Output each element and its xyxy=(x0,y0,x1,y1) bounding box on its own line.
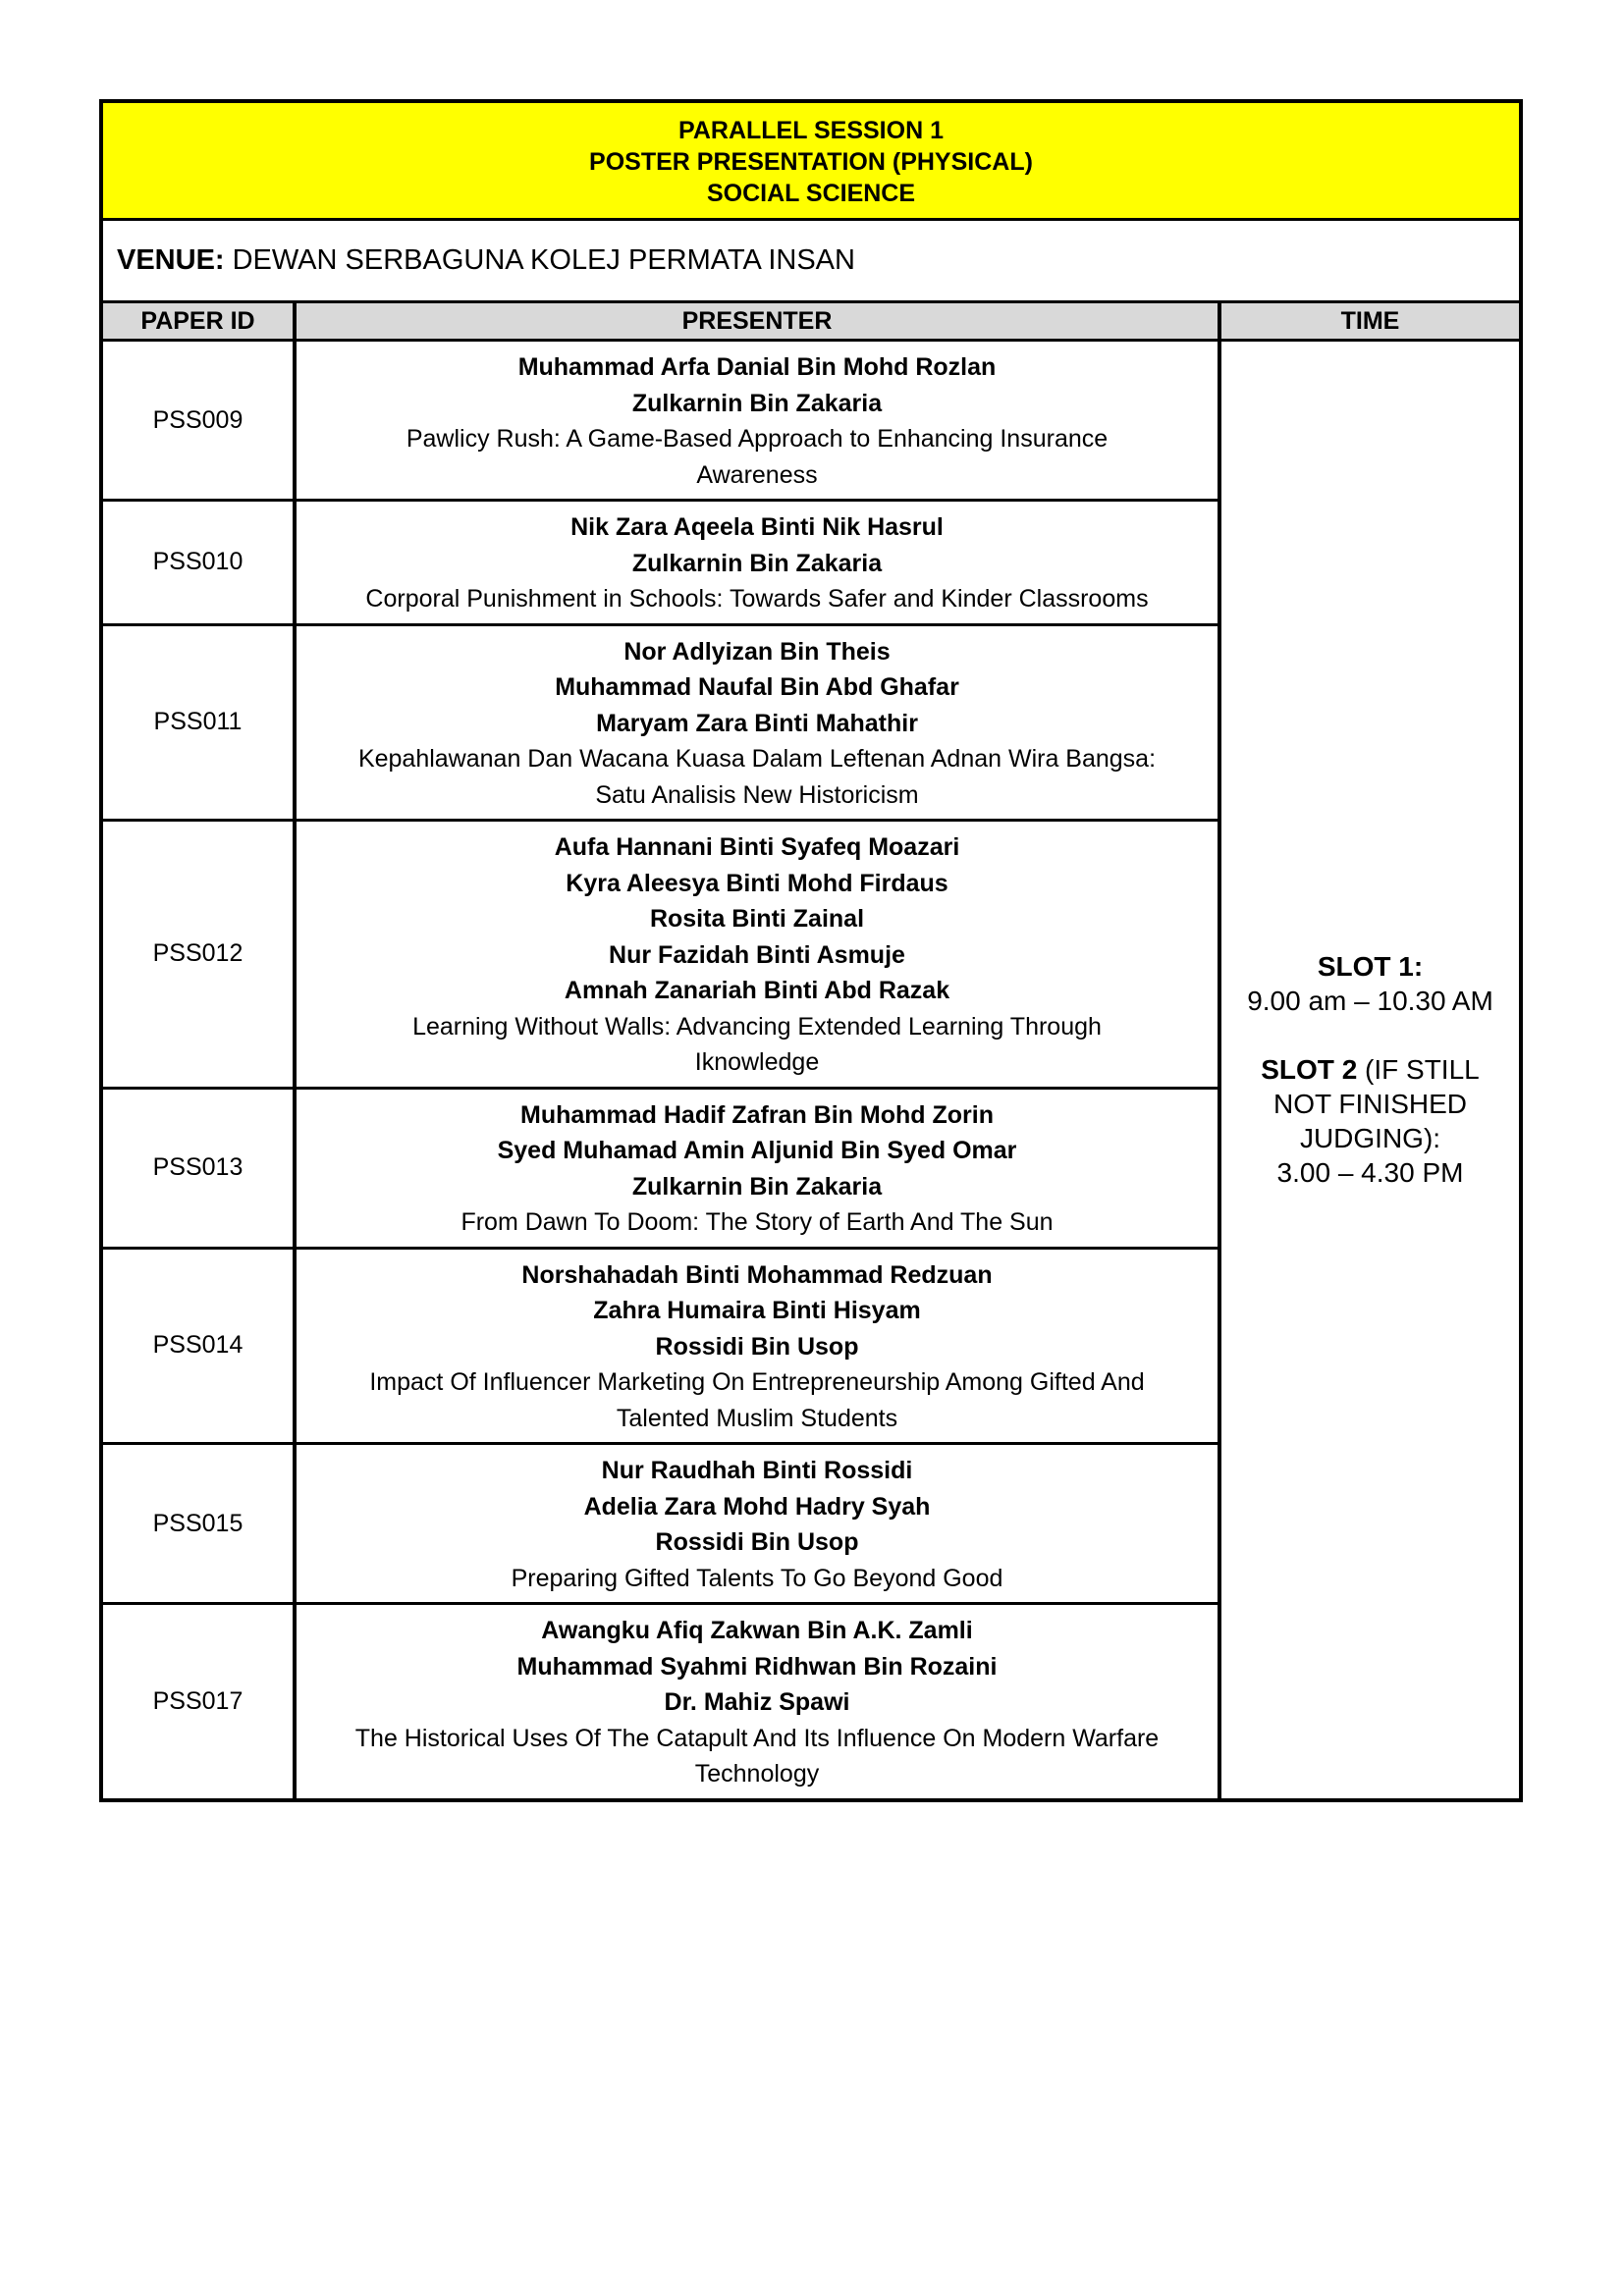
presenter-name: Muhammad Arfa Danial Bin Mohd Rozlan xyxy=(517,353,997,381)
presenter-cell xyxy=(295,1088,1219,1248)
paper-id: PSS012 xyxy=(103,821,295,1089)
time-cell xyxy=(1219,341,1519,1798)
slot2-label: SLOT 2 xyxy=(1261,1054,1358,1086)
presenter-cell xyxy=(295,1604,1219,1798)
paper-id: PSS009 xyxy=(103,341,295,501)
presenter-name: Amnah Zanariah Binti Abd Razak xyxy=(564,977,950,1004)
presenter-name: Zulkarnin Bin Zakaria xyxy=(631,389,883,417)
presenter-name: Nur Raudhah Binti Rossidi xyxy=(601,1457,913,1484)
paper-id: PSS015 xyxy=(103,1444,295,1604)
presenter-name: Zulkarnin Bin Zakaria xyxy=(631,1172,883,1201)
presenter-name: Nor Adlyizan Bin Theis xyxy=(623,637,891,666)
schedule-frame xyxy=(99,99,1523,1802)
slot2-note: NOT FINISHED xyxy=(1272,1089,1468,1120)
presenter-name: Awangku Afiq Zakwan Bin A.K. Zamli xyxy=(541,1617,973,1644)
column-header-presenter: PRESENTER xyxy=(295,303,1219,341)
paper-title: The Historical Uses Of The Catapult And Its Influence On Modern Warfare xyxy=(354,1724,1160,1752)
paper-title: Pawlicy Rush: A Game-Based Approach to Enhancing Insurance xyxy=(406,425,1109,453)
presenter-name: Nik Zara Aqeela Binti Nik Hasrul xyxy=(570,513,944,541)
paper-title: Preparing Gifted Talents To Go Beyond Good xyxy=(511,1564,1003,1592)
paper-id: PSS013 xyxy=(103,1088,295,1248)
paper-title: Technology xyxy=(694,1760,820,1788)
table-header-row xyxy=(103,303,1519,341)
slot1-time: 9.00 am – 10.30 AM xyxy=(1247,986,1493,1017)
session-title: PARALLEL SESSION 1 xyxy=(678,117,944,144)
presenter-cell xyxy=(295,341,1219,501)
presenter-cell xyxy=(295,821,1219,1089)
paper-id: PSS014 xyxy=(103,1248,295,1444)
presenter-cell xyxy=(295,1444,1219,1604)
table-row xyxy=(103,341,1519,501)
venue-value: DEWAN SERBAGUNA KOLEJ PERMATA INSAN xyxy=(232,244,855,276)
paper-title: Kepahlawanan Dan Wacana Kuasa Dalam Leftenan Adnan Wira Bangsa: xyxy=(357,745,1157,773)
session-subtitle: POSTER PRESENTATION (PHYSICAL) xyxy=(589,148,1033,176)
presenter-name: Adelia Zara Mohd Hadry Syah xyxy=(583,1492,931,1521)
column-header-paper-id: PAPER ID xyxy=(103,303,295,341)
paper-id: PSS017 xyxy=(152,1686,244,1715)
paper-id: PSS010 xyxy=(103,501,295,625)
presenter-name: Rossidi Bin Usop xyxy=(655,1332,859,1361)
presenter-cell xyxy=(295,624,1219,821)
slot2-note: (IF STILL xyxy=(1357,1054,1480,1086)
presenter-name: Rosita Binti Zainal xyxy=(649,905,865,933)
paper-title: Corporal Punishment in Schools: Towards Safer and Kinder Classrooms xyxy=(365,585,1149,613)
presenter-name: Nur Fazidah Binti Asmuje xyxy=(609,940,905,969)
paper-title: Learning Without Walls: Advancing Extended Learning Through xyxy=(412,1012,1102,1041)
presenter-name: Kyra Aleesya Binti Mohd Firdaus xyxy=(566,869,948,897)
slot2-note: JUDGING): xyxy=(1299,1123,1441,1154)
presenter-name: Muhammad Syahmi Ridhwan Bin Rozaini xyxy=(516,1652,998,1681)
presenter-name: Syed Muhamad Amin Aljunid Bin Syed Omar xyxy=(497,1137,1017,1164)
paper-title: From Dawn To Doom: The Story of Earth And The Sun xyxy=(460,1208,1054,1236)
slot1-label: SLOT 1: xyxy=(1317,951,1424,983)
presenter-name: Dr. Mahiz Spawi xyxy=(664,1688,850,1716)
presenter-name: Zulkarnin Bin Zakaria xyxy=(631,549,883,577)
paper-title: Awareness xyxy=(696,460,818,489)
session-category: SOCIAL SCIENCE xyxy=(706,180,916,207)
slot2-time: 3.00 – 4.30 PM xyxy=(1276,1157,1464,1189)
column-header-time: TIME xyxy=(1219,303,1519,341)
presenter-name: Rossidi Bin Usop xyxy=(655,1528,859,1556)
presenter-name: Muhammad Naufal Bin Abd Ghafar xyxy=(555,673,959,701)
paper-title: Iknowledge xyxy=(694,1048,820,1076)
presenter-name: Zahra Humaira Binti Hisyam xyxy=(593,1297,921,1324)
paper-title: Talented Muslim Students xyxy=(616,1404,898,1432)
slot2-heading xyxy=(1229,1052,1511,1087)
presenter-name: Norshahadah Binti Mohammad Redzuan xyxy=(521,1260,993,1289)
presenter-cell xyxy=(295,1248,1219,1444)
session-header xyxy=(103,103,1519,221)
venue-row xyxy=(103,221,1519,303)
schedule-table xyxy=(103,303,1519,1798)
venue-label: VENUE: xyxy=(117,244,225,276)
paper-title: Impact Of Influencer Marketing On Entrepreneurship Among Gifted And xyxy=(369,1368,1145,1396)
paper-title: Satu Analisis New Historicism xyxy=(595,780,919,809)
presenter-name: Maryam Zara Binti Mahathir xyxy=(596,709,918,737)
presenter-name: Muhammad Hadif Zafran Bin Mohd Zorin xyxy=(520,1100,994,1129)
paper-id: PSS011 xyxy=(103,624,295,821)
presenter-cell xyxy=(295,501,1219,625)
presenter-name: Aufa Hannani Binti Syafeq Moazari xyxy=(554,833,960,861)
